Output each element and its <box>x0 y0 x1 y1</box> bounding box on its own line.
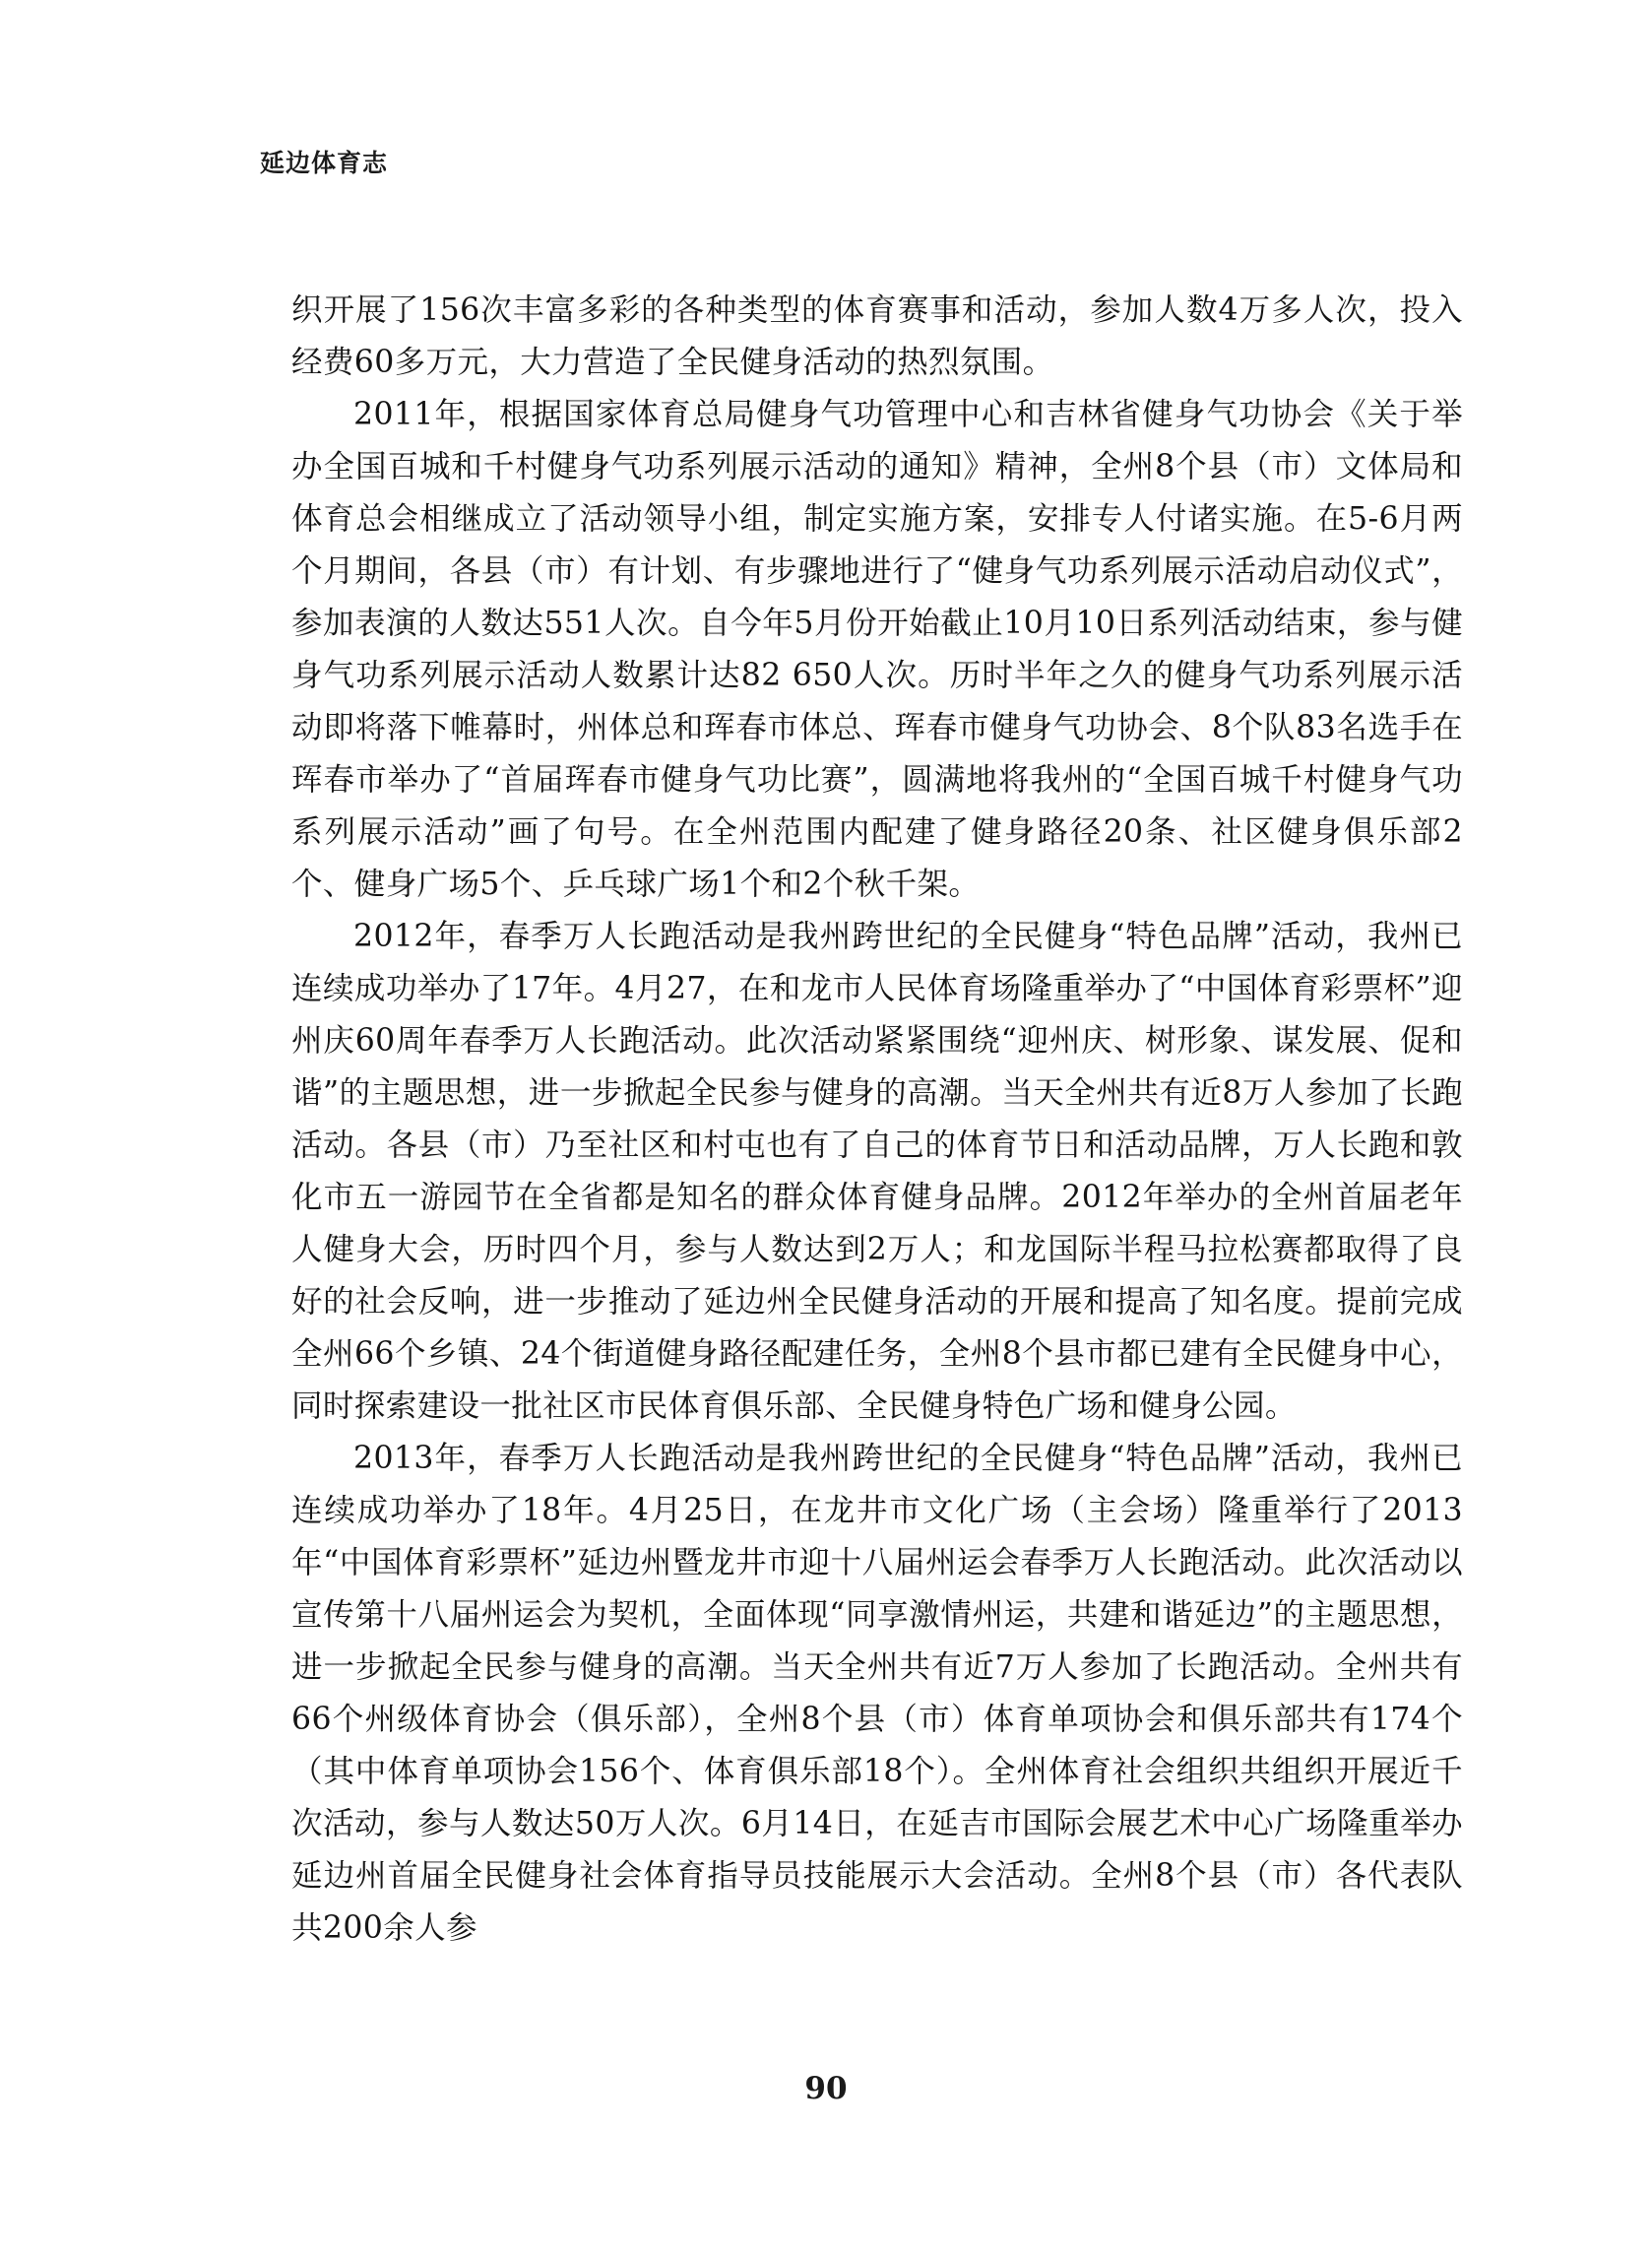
body-text <box>291 285 1463 1955</box>
running-header-book-title: 延边体育志 <box>260 149 389 177</box>
paragraph-2013: 2013年，春季万人长跑活动是我州跨世纪的全民健身“特色品牌”活动，我州已连续成功举办了18年。4月25日，在龙井市文化广场（主会场）隆重举行了2013年“中国体育彩票杯”延边州暨龙井市迎十八届州运会春季万人长跑活动。此次活动以宣传第十八届州运会为契机，全面体现“同享激情州运，共建和谐延边”的主题思想，进一步掀起全民参与健身的高潮。当天全州共有近7万人参加了长跑活动。全州共有66个州级体育协会（俱乐部），全州8个县（市）体育单项协会和俱乐部共有174个（其中体育单项协会156个、体育俱乐部18个）。全州体育社会组织共组织开展近千次活动，参与人数达50万人次。6月14日，在延吉市国际会展艺术中心广场隆重举办延边州首届全民健身社会体育指导员技能展示大会活动。全州8个县（市）各代表队共200余人参 <box>291 1441 1463 1946</box>
page-number: 90 <box>804 2071 848 2106</box>
paragraph-2012: 2012年，春季万人长跑活动是我州跨世纪的全民健身“特色品牌”活动，我州已连续成功举办了17年。4月27，在和龙市人民体育场隆重举办了“中国体育彩票杯”迎州庆60周年春季万人长跑活动。此次活动紧紧围绕“迎州庆、树形象、谋发展、促和谐”的主题思想，进一步掀起全民参与健身的高潮。当天全州共有近8万人参加了长跑活动。各县（市）乃至社区和村屯也有了自己的体育节日和活动品牌，万人长跑和敦化市五一游园节在全省都是知名的群众体育健身品牌。2012年举办的全州首届老年人健身大会，历时四个月，参与人数达到2万人；和龙国际半程马拉松赛都取得了良好的社会反响，进一步推动了延边州全民健身活动的开展和提高了知名度。提前完成全州66个乡镇、24个街道健身路径配建任务，全州8个县市都已建有全民健身中心，同时探索建设一批社区市民体育俱乐部、全民健身特色广场和健身公园。 <box>291 919 1463 1424</box>
paragraph-continued: 织开展了156次丰富多彩的各种类型的体育赛事和活动，参加人数4万多人次，投入经费60多万元，大力营造了全民健身活动的热烈氛围。 <box>291 292 1463 380</box>
paragraph-2011: 2011年，根据国家体育总局健身气功管理中心和吉林省健身气功协会《关于举办全国百城和千村健身气功系列展示活动的通知》精神，全州8个县（市）文体局和体育总会相继成立了活动领导小组，制定实施方案，安排专人付诸实施。在5-6月两个月期间，各县（市）有计划、有步骤地进行了“健身气功系列展示活动启动仪式”，参加表演的人数达551人次。自今年5月份开始截止10月10日系列活动结束，参与健身气功系列展示活动人数累计达82 650人次。历时半年之久的健身气功系列展示活动即将落下帷幕时，州体总和珲春市体总、珲春市健身气功协会、8个队83名选手在珲春市举办了“首届珲春市健身气功比赛”，圆满地将我州的“全国百城千村健身气功系列展示活动”画了句号。在全州范围内配建了健身路径20条、社区健身俱乐部2个、健身广场5个、乒乓球广场1个和2个秋千架。 <box>291 397 1463 902</box>
